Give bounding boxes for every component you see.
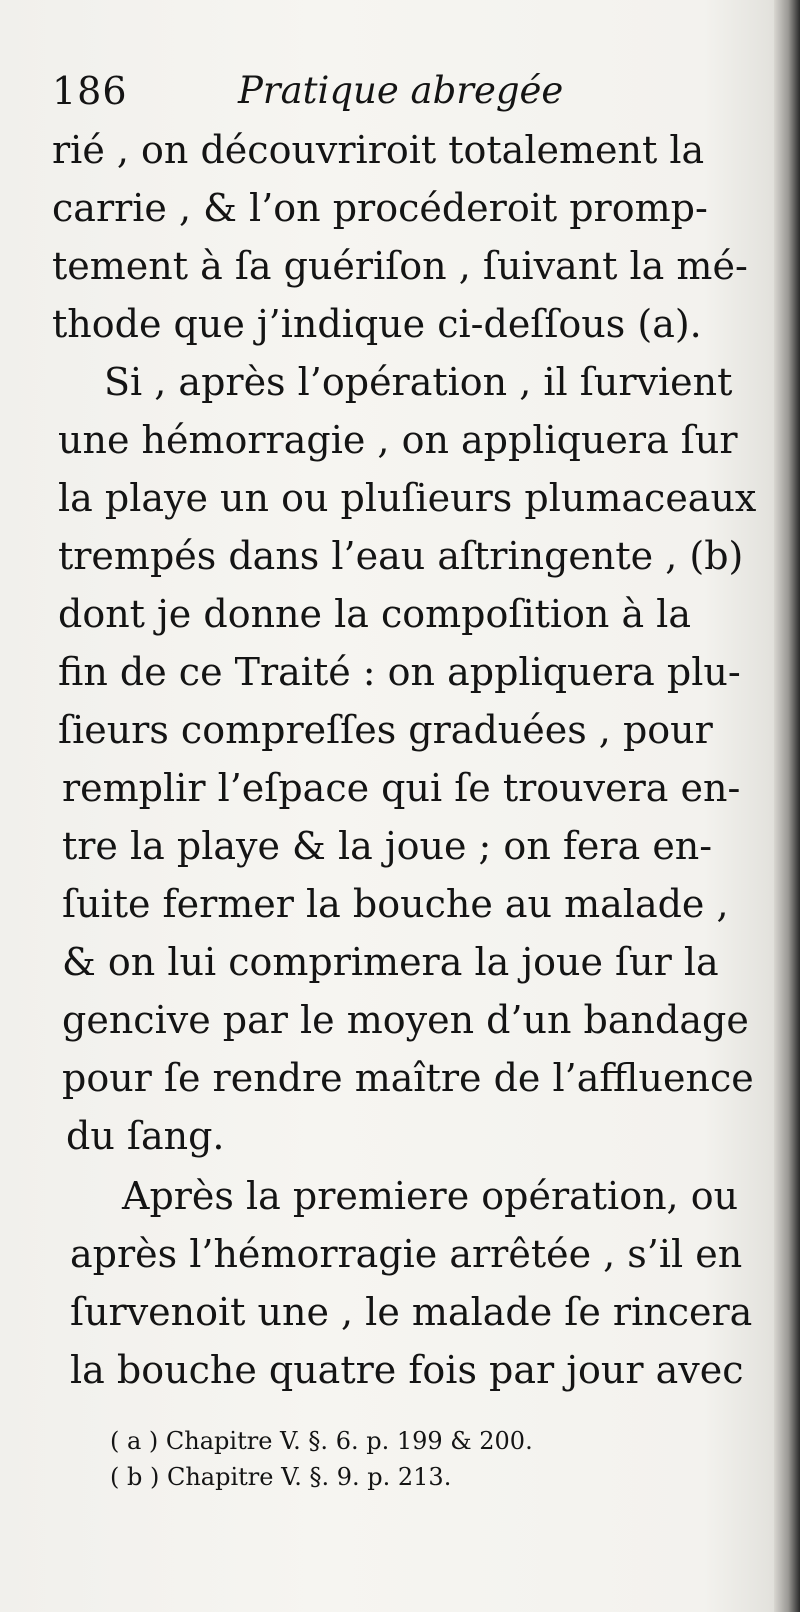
text-line: thode que j’indique ci-deſſous (a). bbox=[52, 302, 702, 346]
text-line: Si , après l’opération , il ſurvient bbox=[104, 360, 733, 404]
page-header bbox=[52, 66, 612, 116]
text-line: ſurvenoit une , le malade ſe rincera bbox=[70, 1290, 753, 1334]
text-line: ſieurs compreſſes graduées , pour bbox=[58, 708, 713, 752]
text-line: tement à ſa guériſon , ſuivant la mé- bbox=[52, 244, 748, 288]
page-number: 186 bbox=[52, 69, 128, 113]
text-line: carrie , & l’on procéderoit promp- bbox=[52, 186, 708, 230]
text-line: après l’hémorragie arrêtée , s’il en bbox=[70, 1232, 743, 1276]
text-line: fin de ce Traité : on appliquera plu- bbox=[58, 650, 741, 694]
footnote-a: ( a ) Chapitre V. §. 6. p. 199 & 200. bbox=[110, 1427, 533, 1455]
page-edge-shadow bbox=[774, 0, 800, 1612]
text-line: trempés dans l’eau aſtringente , (b) bbox=[58, 534, 744, 578]
text-line: rié , on découvriroit totalement la bbox=[52, 128, 705, 172]
text-line: Après la premiere opération, ou bbox=[122, 1174, 739, 1218]
text-line: gencive par le moyen d’un bandage bbox=[62, 998, 749, 1042]
text-line: une hémorragie , on appliquera ſur bbox=[58, 418, 738, 462]
text-line: du ſang. bbox=[66, 1114, 225, 1158]
text-line: la playe un ou pluſieurs plumaceaux bbox=[58, 476, 757, 520]
text-line: pour ſe rendre maître de l’affluence bbox=[62, 1056, 754, 1100]
text-line: ſuite fermer la bouche au malade , bbox=[62, 882, 729, 926]
text-line: remplir l’eſpace qui ſe trouvera en- bbox=[62, 766, 741, 810]
footnote-b: ( b ) Chapitre V. §. 9. p. 213. bbox=[110, 1463, 452, 1491]
text-line: & on lui comprimera la joue ſur la bbox=[62, 940, 719, 984]
text-line: dont je donne la compoſition à la bbox=[58, 592, 691, 636]
text-line: tre la playe & la joue ; on fera en- bbox=[62, 824, 713, 868]
running-title: Pratique abregée bbox=[238, 69, 564, 112]
text-line: la bouche quatre fois par jour avec bbox=[70, 1348, 744, 1392]
